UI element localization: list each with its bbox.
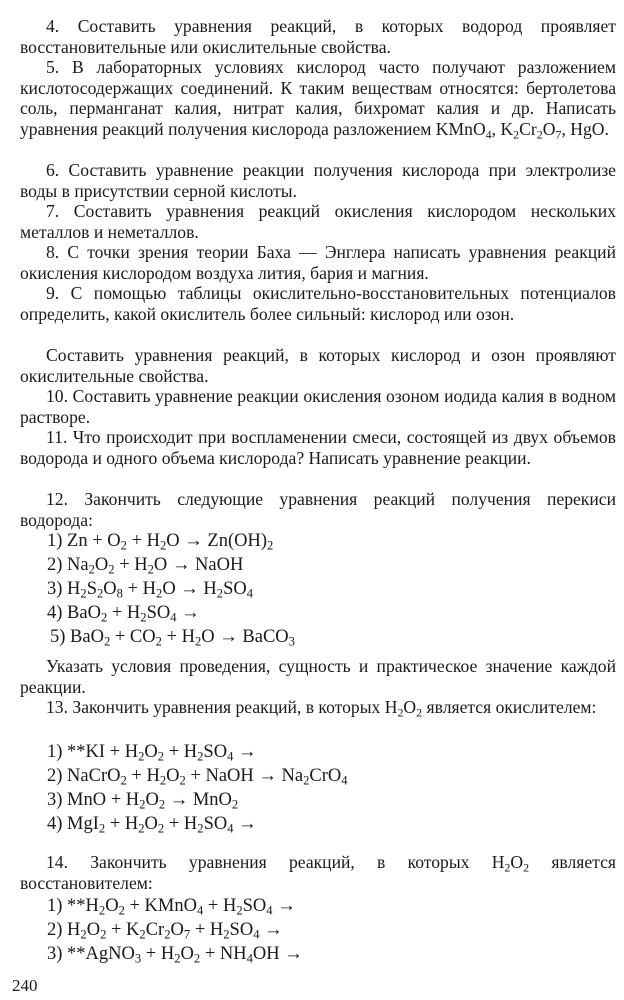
equation-13-2: 2) NaCrO$_2$ + $H_2O_2$ + NaOH → $Na_2CrO_4$	[47, 766, 348, 788]
task-8: 8. С точки зрения теории Баха — Энглера написать уравнения реакций окисления кислородом воздуха лития, бария и магния.	[20, 242, 616, 283]
equation-13-4: 4) $MgI_2 + H_2O_2 + H_2SO_4$ →	[47, 814, 257, 836]
task-9-continuation: Составить уравнения реакций, в которых кислород и озон проявляют окислительные свойства.	[20, 345, 616, 386]
equation-12-5: 5) $BaO_2 + CO_2 + H_2O$ → BaCO$_3$	[50, 627, 295, 649]
task-9: 9. С помощью таблицы окислительно-восстановительных потенциалов определить, какой окислитель более сильный: кислород или озон.	[20, 283, 616, 324]
equation-12-3: 3) $H_2S_2O_8 + H_2O \to H_2SO_4$	[47, 579, 254, 601]
equation-14-2: 2) $H_2O_2 + K_2Cr_2O_7 + H_2SO_4$ →	[47, 920, 283, 942]
equation-14-1: 1) $**H_2O_2$ + KMnO$_4$ + $H_2SO_4$ →	[47, 896, 296, 918]
task-5: 5. В лабораторных условиях кислород часто получают разложением кислотосодержащих соединений. К таким веществам относятся: бертолетова соль, перманганат калия, нитрат калия, бихромат калия и др. Написать уравнения реакций получения кислорода разложением KMnO$_4$, $K_2Cr_2O_7$, HgO.	[20, 57, 616, 142]
equation-12-2: 2) $Na_2O_2 + H_2O$ → NaOH	[47, 555, 244, 577]
equation-12-4: 4) $BaO_2 + H_2SO_4$ →	[47, 603, 200, 625]
task-7: 7. Составить уравнения реакций окисления кислородом нескольких металлов и неметаллов.	[20, 201, 616, 242]
task-14: 14. Закончить уравнения реакций, в которых $H_2O_2$ является восстановителем:	[20, 852, 616, 893]
task-12-note: Указать условия проведения, сущность и практическое значение каждой реакции.	[20, 656, 616, 697]
equation-12-1: 1) $Zn + O_2 + H_2O \to Zn(OH)_2$	[47, 531, 274, 553]
equation-13-3: 3) MnO + $H_2O_2 \to MnO_2$	[47, 790, 239, 812]
task-11: 11. Что происходит при воспламенении смеси, состоящей из двух объемов водорода и одного объема кислорода? Написать уравнение реакции.	[20, 427, 616, 468]
page-number: 240	[12, 976, 38, 995]
task-13: 13. Закончить уравнения реакций, в которых $H_2O_2$ является окислителем:	[46, 697, 597, 720]
equation-14-3: 3) **AgNO$_3$ + $H_2O_2 + NH_4OH$ →	[47, 944, 303, 966]
task-6: 6. Составить уравнение реакции получения кислорода при электролизе воды в присутствии серной кислоты.	[20, 160, 616, 201]
equation-13-1: 1) $**KI + H_2O_2 + H_2SO_4$ →	[47, 742, 257, 764]
task-10: 10. Составить уравнение реакции окисления озоном иодида калия в водном растворе.	[20, 386, 616, 427]
task-12: 12. Закончить следующие уравнения реакций получения перекиси водорода:	[20, 489, 616, 530]
task-4: 4. Составить уравнения реакций, в которых водород проявляет восстановительные или окислительные свойства.	[20, 16, 616, 57]
